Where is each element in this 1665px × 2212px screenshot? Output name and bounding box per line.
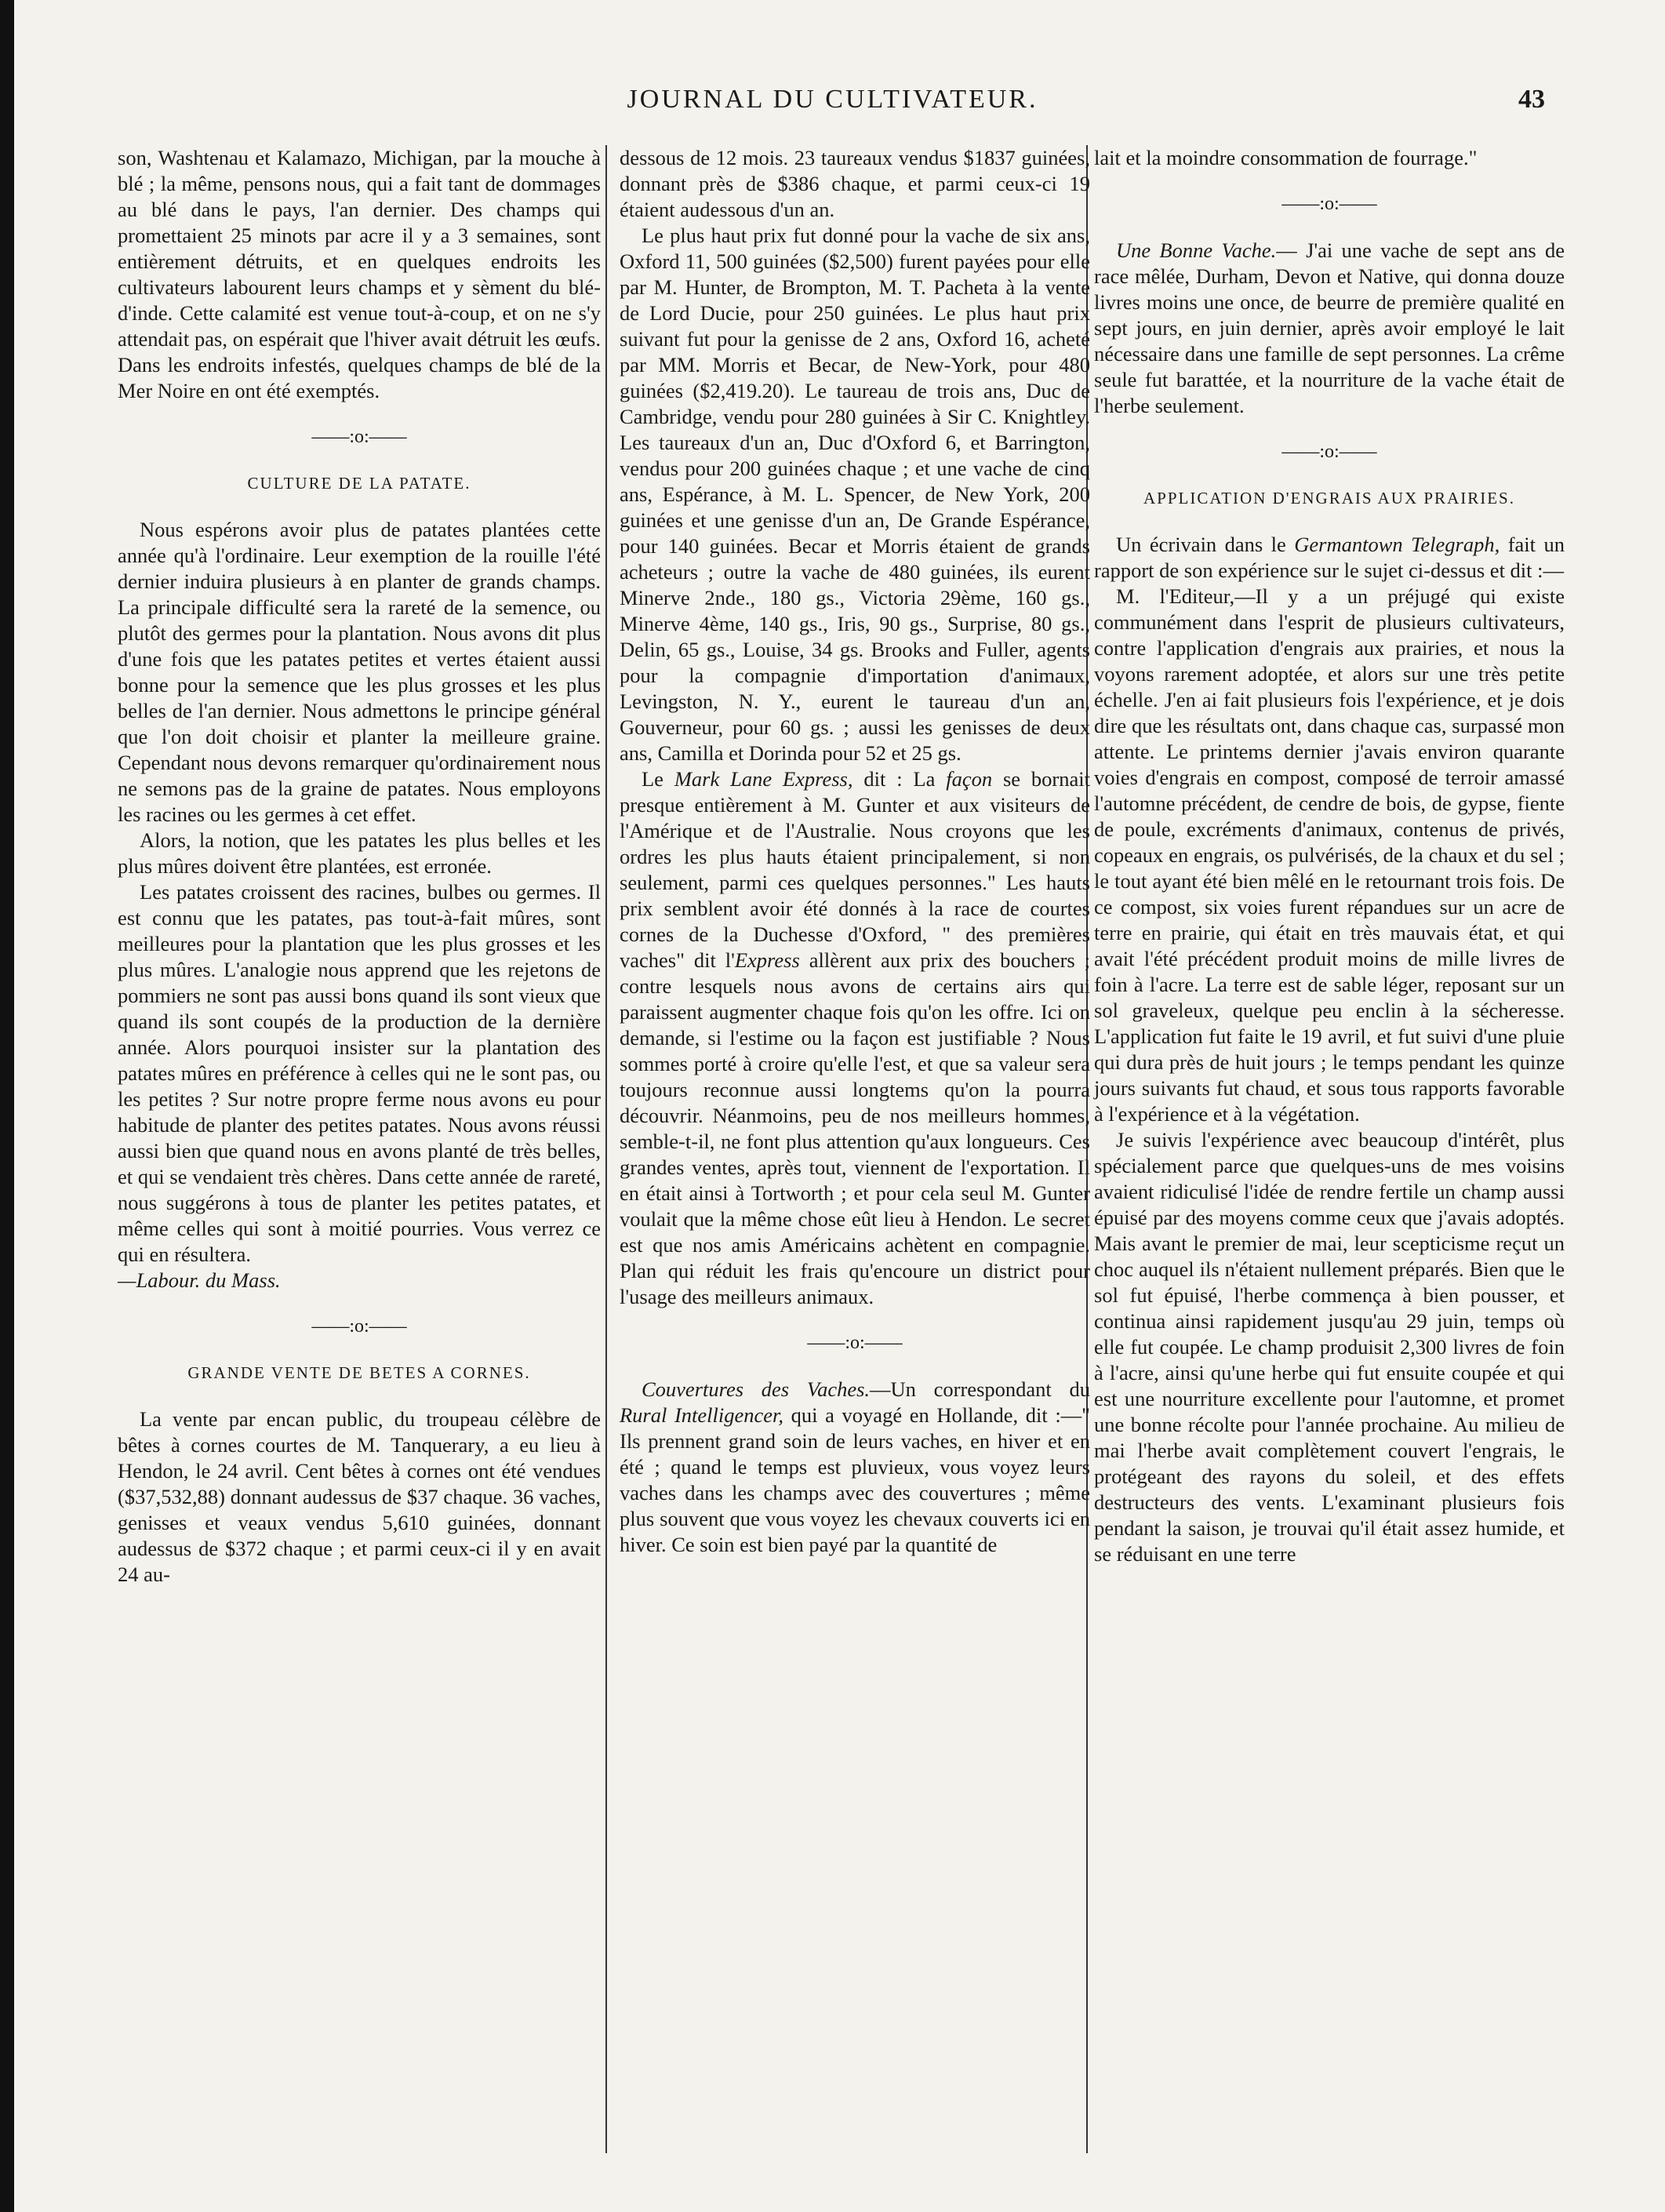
section-separator: ——:o:—— <box>311 1316 407 1337</box>
paragraph: M. l'Editeur,—Il y a un préjugé qui existe communément dans l'esprit de plusieurs cultivateurs, contre l'application d'engrais aux prairies, et nous la voyons rarement adoptée, et alors sur une très petite échelle. J'en ai fait plusieurs fois l'expérience, et je dois dire que les résultats ont, dans chaque cas, surpassé mon attente. Le printems dernier j'avais environ quarante voies d'engrais en compost, composé de terroir amassé l'automne précédent, de cendre de bois, de gypse, fiente de poule, excréments d'animaux, contenus de privés, copeaux en engrais, os pulvérisés, de la chaux et du sel ; le tout ayant été bien mêlé en le retournant trois fois. De ce compost, six voies furent répandues sur un acre de terre en prairie, qui était en très mauvais état, et qui avait l'été précédent produit moins de mille livres de foin à l'acre. La terre est de sable léger, reposant sur un sol graveleux, quelque peu enclin à la sécheresse. L'application fut faite le 19 avril, et fut suivi d'une pluie qui dura près de huit jours ; le temps pendant les quinze jours suivants fut chaud, et sous tous rapports favorable à l'expérience et à la végétation. <box>1094 584 1565 1126</box>
column-1 <box>118 145 601 1588</box>
paragraph: Le Mark Lane Express, dit : La façon se bornait presque entièrement à M. Gunter et aux visiteurs de l'Amérique et de l'Australie. Nous croyons que les ordres les plus hauts étaient principalement, si non seulement, parmi ces quelques personnes." Les hauts prix semblent avoir été donnés à la race de courtes cornes de la Duchesse d'Oxford, " des premières vaches" dit l'Express allèrent aux prix des bouchers ; contre lesquels nous avons de certains airs qui paraissent augmenter chaque fois qu'on les offre. Ici on demande, si l'estime ou la façon est justifiable ? Nous sommes porté à croire qu'elle l'est, et que sa valeur sera toujours reconnue aussi longtems qu'on la pourra découvrir. Néanmoins, peu de nos meilleurs hommes, semble-t-il, ne font plus attention qu'aux longueurs. Ces grandes ventes, après tout, viennent de l'exportation. Il en était ainsi à Tortworth ; et pour cela seul M. Gunter voulait que la même chose eût lieu à Hendon. Le secret est que nos amis Américains achètent en compagnie. Plan qui réduit les frais qu'encoure un district pour l'usage des meilleurs animaux. <box>620 767 1090 1308</box>
section-heading: CULTURE DE LA PATATE. <box>247 474 471 493</box>
paragraph: Couvertures des Vaches.—Un correspondant du Rural Intelligencer, qui a voyagé en Hollande, dit :—" Ils prennent grand soin de leurs vaches, en hiver et en été ; quand le temps est pluvieux, vous voyez leurs vaches dans les champs avec des couvertures ; même plus souvent que vous voyez les chevaux couverts ici en hiver. Ce soin est bien payé par la quantité de <box>620 1377 1091 1556</box>
page-number: 43 <box>1518 85 1545 114</box>
section-heading: APPLICATION D'ENGRAIS AUX PRAIRIES. <box>1143 489 1515 508</box>
paragraph: Je suivis l'expérience avec beaucoup d'intérêt, plus spécialement parce que quelques-uns de mes voisins avaient ridiculisé l'idée de rendre fertile un champ aussi épuisé par des moyens comme ceux que j'avais adoptés. Mais avant le premier de mai, leur scepticisme reçut un choc auquel ils n'étaient nullement préparés. Bien que le sol fut épuisé, l'herbe commença à bien pousser, et continua ainsi rapidement jusqu'au 29 juin, temps où elle fut coupée. Le champ produisit 2,300 livres de foin à l'acre, ainsi qu'une herbe qui fut ensuite coupée et qui est une nourriture excellente pour l'automne, et promet une bonne récolte pour l'année prochaine. Au milieu de mai l'herbe avait complètement couvert l'engrais, le protégeant des rayons du soleil, et des effets destructeurs des vents. L'examinant plusieurs fois pendant la saison, je trouvai qu'il était assez humide, et se réduisant en une terre <box>1094 1128 1565 1566</box>
paragraph: Le plus haut prix fut donné pour la vache de six ans, Oxford 11, 500 guinées ($2,500) furent payées pour elle par M. Hunter, de Brompton, M. T. Pacheta à la vente de Lord Ducie, pour 250 guinées. Le plus haut prix suivant fut pour la genisse de 2 ans, Oxford 16, acheté par MM. Morris et Becar, de New-York, pour 480 guinées ($2,419.20). Le taureau de trois ans, Duc de Cambridge, vendu pour 280 guinées à Sir C. Knightley. Les taureaux d'un an, Duc d'Oxford 6, et Barrington, vendus pour 200 guinées chaque ; et une vache de cinq ans, Espérance, à M. L. Spencer, de New York, 200 guinées et une genisse d'un an, De Grande Espérance, pour 140 guinées. Becar et Morris étaient de grands acheteurs ; outre la vache de 480 guinées, ils eurent Minerve 2nde., 180 gs., Victoria 29ème, 160 gs., Minerve 4ème, 140 gs., Iris, 90 gs., Surprise, 80 gs., Delin, 65 gs., Louise, 34 gs. Brooks and Fuller, agents pour la compagnie d'importation d'animaux, Levingston, N. Y., eurent le taureau d'un an, Gouverneur, pour 60 gs. ; aussi les genisses de deux ans, Camilla et Dorinda pour 52 et 25 gs. <box>620 224 1090 765</box>
section-separator: ——:o:—— <box>1281 442 1377 462</box>
paragraph: La vente par encan public, du troupeau célèbre de bêtes à cornes courtes de M. Tanquerary, a eu lieu à Hendon, le 24 avril. Cent bêtes à cornes ont été vendues ($37,532,88) donnant audessus de $37 chaque. 36 vaches, genisses et veaux vendus 5,610 guinées, donnant audessus de $372 chaque ; et parmi ceux-ci il y en avait 24 au- <box>118 1407 601 1586</box>
column-rule <box>605 145 607 2153</box>
section-separator: ——:o:—— <box>1281 194 1377 214</box>
column-2 <box>620 145 1090 1558</box>
column-3 <box>1094 145 1565 1567</box>
paragraph: dessous de 12 mois. 23 taureaux vendus $1837 guinées, donnant près de $386 chaque, et parmi ceux-ci 19 étaient audessous d'un an. <box>620 146 1090 221</box>
section-heading: GRANDE VENTE DE BETES A CORNES. <box>187 1363 531 1382</box>
signature: —Labour. du Mass. <box>118 1268 281 1292</box>
paragraph: Nous espérons avoir plus de patates plantées cette année qu'à l'ordinaire. Leur exemption de la rouille l'été dernier induira plusieurs à en planter de grands champs. La principale difficulté sera la rareté de la semence, ou plutôt des germes pour la plantation. Nous avons dit plus d'une fois que les patates petites et vertes étaient aussi bonne pour la semence que les plus grosses et les plus belles de l'an dernier. Nous admettons le principe général que l'on doit choisir et planter la meilleure graine. Cependant nous devons remarquer qu'ordinairement nous ne semons pas de la graine de patates. Nous employons les racines ou les germes à cet effet. <box>118 518 601 826</box>
paragraph: son, Washtenau et Kalamazo, Michigan, par la mouche à blé ; la même, pensons nous, qui a fait tant de dommages au blé dans le pays, l'an dernier. Des champs qui promettaient 25 minots par acre il y a 3 semaines, sont entièrement détruits, et en quelques endroits les cultivateurs labourent leurs champs et y sèment du blé-d'inde. Cette calamité est venue tout-à-coup, et on ne s'y attendait pas, on espérait que l'hiver avait détruit les œufs. Dans les endroits infestés, quelques champs de blé de la Mer Noire en ont été exemptés. <box>118 146 601 402</box>
paragraph: Alors, la notion, que les patates les plus belles et les plus mûres doivent être plantées, est erronée. <box>118 828 601 878</box>
paragraph: Un écrivain dans le Germantown Telegraph, fait un rapport de son expérience sur le sujet ci-dessus et dit :— <box>1094 533 1565 582</box>
binding-edge <box>0 0 14 2212</box>
paragraph: Une Bonne Vache.— J'ai une vache de sept ans de race mêlée, Durham, Devon et Native, qui donna douze livres moins une once, de beurre de première qualité en sept jours, en juin dernier, après avoir employé le lait nécessaire dans une famille de sept personnes. La crême seule fut barattée, et la nourriture de la vache était de l'herbe seulement. <box>1094 238 1565 417</box>
page-header <box>0 85 1665 122</box>
section-separator: ——:o:—— <box>311 427 407 447</box>
running-title: JOURNAL DU CULTIVATEUR. <box>627 85 1038 114</box>
paragraph: lait et la moindre consommation de fourrage." <box>1094 146 1478 169</box>
paragraph: Les patates croissent des racines, bulbes ou germes. Il est connu que les patates, pas tout-à-fait mûres, sont meilleures pour la plantation que les plus grosses et les plus mûres. L'analogie nous apprend que les rejetons de pommiers ne sont pas aussi bons quand ils sont vieux que quand ils sont coupés de la production de la dernière année. Alors pourquoi insister sur la plantation des patates mûres en préférence à celles qui ne le sont pas, ou les petites ? Sur notre propre ferme nous avons eu pour habitude de planter des petites patates. Nous avons réussi aussi bien que quand nous en avons planté de très belles, et qui se vendaient très chères. Dans cette année de rareté, nous suggérons à tous de planter les petites patates, et même celles qui sont à moitié pourries. Vous verrez ce qui en résultera. <box>118 880 601 1266</box>
section-separator: ——:o:—— <box>807 1333 903 1353</box>
